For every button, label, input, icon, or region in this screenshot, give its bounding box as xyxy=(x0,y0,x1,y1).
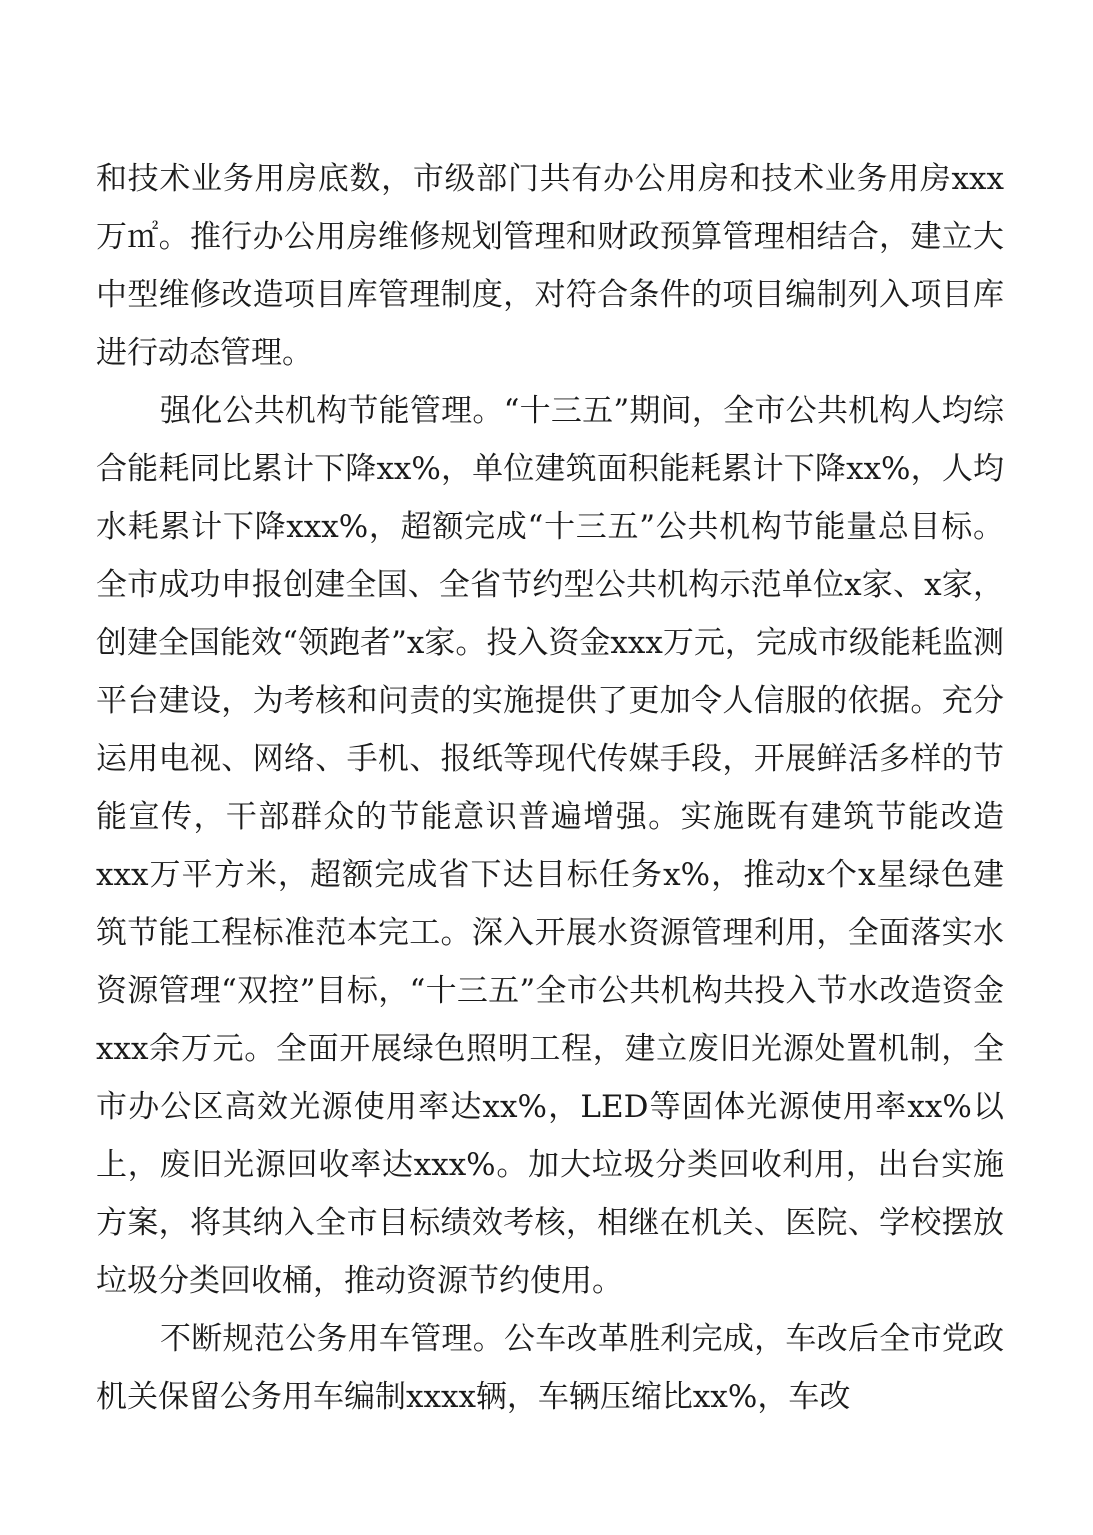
document-body xyxy=(96,150,1004,1426)
paragraph-energy-saving: 强化公共机构节能管理。“十三五”期间，全市公共机构人均综合能耗同比累计下降xx%，单位建筑面积能耗累计下降xx%，人均水耗累计下降xxx%，超额完成“十三五”公共机构节能量总目标。全市成功申报创建全国、全省节约型公共机构示范单位x家、x家，创建全国能效“领跑者”x家。投入资金xxx万元，完成市级能耗监测平台建设，为考核和问责的实施提供了更加令人信服的依据。充分运用电视、网络、手机、报纸等现代传媒手段，开展鲜活多样的节能宣传，干部群众的节能意识普遍增强。实施既有建筑节能改造xxx万平方米，超额完成省下达目标任务x%，推动x个x星绿色建筑节能工程标准范本完工。深入开展水资源管理利用，全面落实水资源管理“双控”目标，“十三五”全市公共机构共投入节水改造资金xxx余万元。全面开展绿色照明工程，建立废旧光源处置机制，全市办公区高效光源使用率达xx%，LED等固体光源使用率xx%以上，废旧光源回收率达xxx%。加大垃圾分类回收利用，出台实施方案，将其纳入全市目标绩效考核，相继在机关、医院、学校摆放垃圾分类回收桶，推动资源节约使用。 xyxy=(96,393,1004,1299)
paragraph-official-vehicles: 不断规范公务用车管理。公车改革胜利完成，车改后全市党政机关保留公务用车编制xxxx辆，车辆压缩比xx%，车改 xyxy=(96,1321,1004,1415)
paragraph-office-housing: 和技术业务用房底数，市级部门共有办公用房和技术业务用房xxx万㎡。推行办公用房维修规划管理和财政预算管理相结合，建立大中型维修改造项目库管理制度，对符合条件的项目编制列入项目库进行动态管理。 xyxy=(96,161,1004,371)
